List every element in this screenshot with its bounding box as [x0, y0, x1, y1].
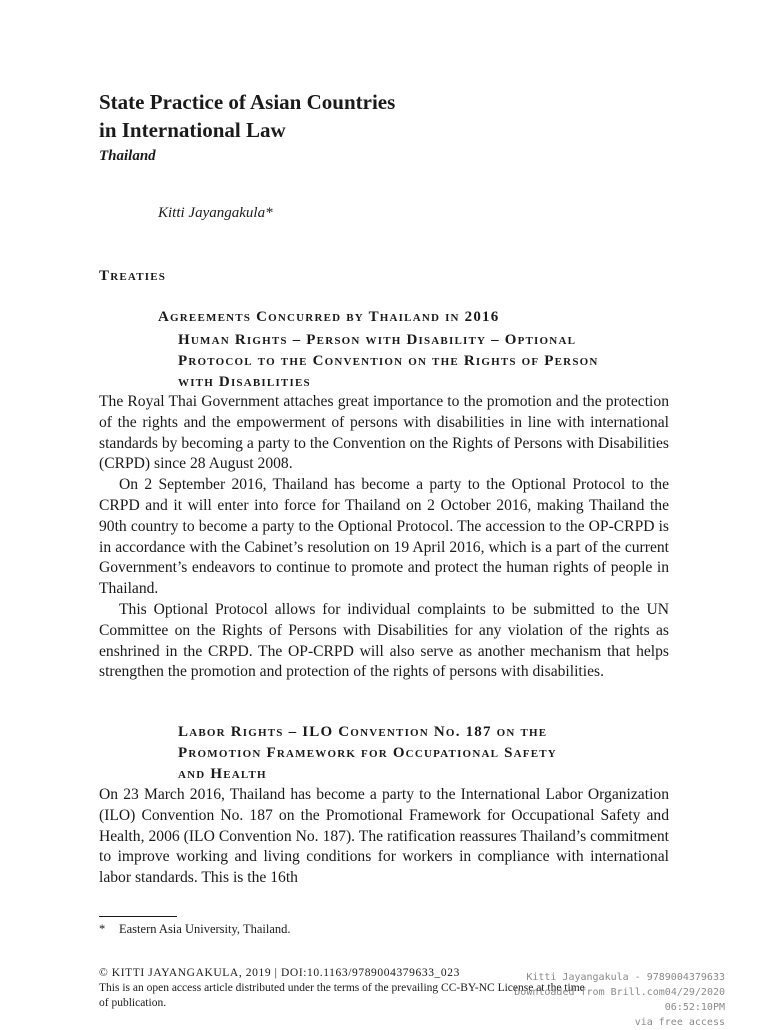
watermark-line: Downloaded from Brill.com04/29/2020 06:52:10PM [514, 987, 725, 1013]
body-section-labor-rights [99, 785, 669, 889]
section-heading-treaties: Treaties [99, 268, 167, 284]
subsubsection-heading-labor-rights [178, 722, 673, 785]
subsection-heading-agreements: Agreements Concurred by Thailand in 2016 [158, 309, 500, 325]
heading-line: Human Rights – Person with Disability – Optional [178, 332, 577, 348]
license-text-line: of publication. [99, 997, 167, 1009]
document-subtitle: Thailand [99, 148, 156, 164]
author-name: Kitti Jayangakula* [158, 205, 273, 221]
watermark-line: Kitti Jayangakula - 9789004379633 [526, 972, 725, 983]
heading-line: with Disabilities [178, 374, 311, 390]
license-text-line: This is an open access article distributed under the terms of the prevailing CC-BY-NC License at the time [99, 982, 585, 994]
watermark-line: via free access [634, 1017, 725, 1028]
footnote-mark: * [99, 922, 106, 936]
body-paragraph: This Optional Protocol allows for individual complaints to be submitted to the UN Committee on the Rights of Persons with Disabilities for any violation of the rights as enshrined in the CRPD. The OP-CRPD will also serve as another mechanism that helps strengthen the promotion and protection of the rights of persons with disabilities. [99, 600, 669, 681]
footnote-text: Eastern Asia University, Thailand. [119, 922, 291, 936]
body-section-human-rights [99, 392, 669, 683]
subsubsection-heading-human-rights [178, 330, 673, 393]
document-title [99, 88, 699, 144]
heading-line: Labor Rights – ILO Convention No. 187 on the [178, 724, 548, 740]
copyright-doi-line: © KITTI JAYANGAKULA, 2019 | DOI:10.1163/9789004379633_023 [99, 967, 460, 979]
heading-line: and Health [178, 766, 267, 782]
title-line-1: State Practice of Asian Countries [99, 90, 396, 114]
heading-line: Promotion Framework for Occupational Safety [178, 745, 557, 761]
footnote [99, 922, 291, 937]
footnote-divider [99, 916, 177, 917]
download-watermark [485, 970, 725, 1030]
body-paragraph: The Royal Thai Government attaches great importance to the promotion and the protection of the rights and the empowerment of persons with disabilities in line with international standards by becoming a party to the Convention on the Rights of Persons with Disabilities (CRPD) since 28 August 2008. [99, 393, 669, 473]
heading-line: Protocol to the Convention on the Rights of Person [178, 353, 599, 369]
body-paragraph: On 23 March 2016, Thailand has become a party to the International Labor Organization (ILO) Convention No. 187 on the Promotional Framework for Occupational Safety and Health, 2006 (ILO Convention No. 187). The ratification reassures Thailand’s commitment to improve working and living conditions for workers in compliance with international labor standards. This is the 16th [99, 786, 669, 887]
title-line-2: in International Law [99, 118, 286, 142]
body-paragraph: On 2 September 2016, Thailand has become a party to the Optional Protocol to the CRPD and it will enter into force for Thailand on 2 October 2016, making Thailand the 90th country to become a party to the Optional Protocol. The accession to the OP-CRPD is in accordance with the Cabinet’s resolution on 19 April 2016, which is a part of the current Government’s endeavors to continue to promote and protect the human rights of people in Thailand. [99, 476, 669, 598]
